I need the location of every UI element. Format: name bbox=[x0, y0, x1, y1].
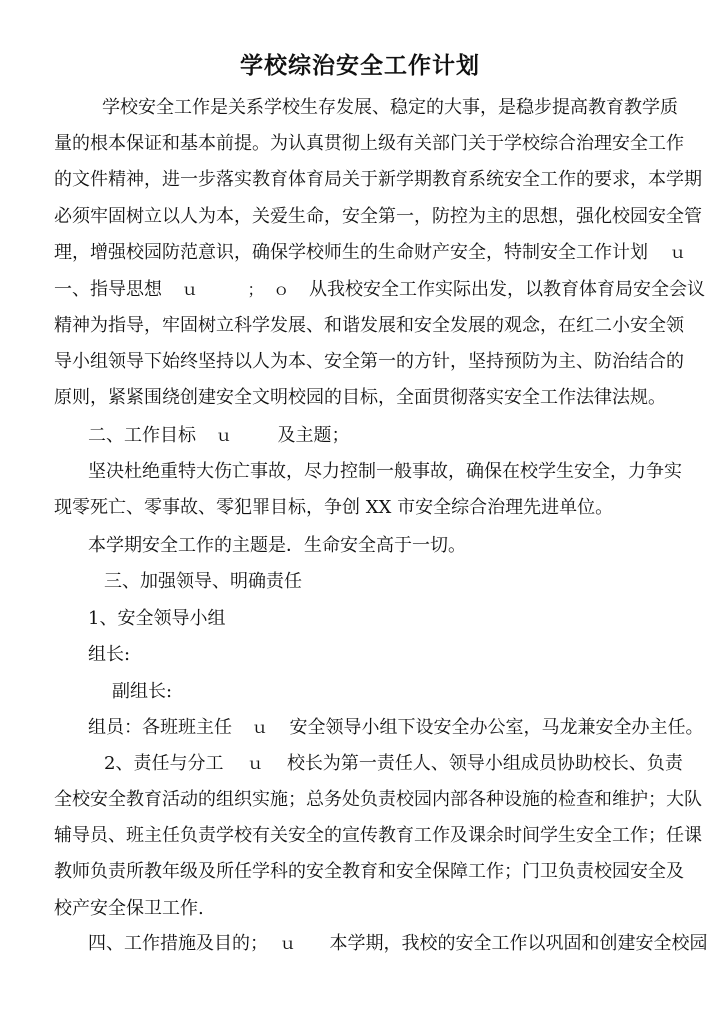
subsection-heading: 2、责任与分工 bbox=[104, 753, 224, 774]
symbol-mark: ｏ bbox=[273, 280, 290, 299]
section-heading: 三、加强领导、明确责任 bbox=[104, 571, 302, 592]
paragraph-text: 本学期，我校的安全工作以巩固和创建安全校园 bbox=[329, 933, 708, 954]
paragraph-text: 校长为第一责任人、领导小组成员协助校长、负责 bbox=[286, 753, 683, 774]
paragraph-line: 现零死亡、零事故、零犯罪目标，争创 XX 市安全综合治理先进单位。 bbox=[54, 497, 614, 518]
heading-line bbox=[54, 278, 705, 302]
symbol-mark: ｕ bbox=[247, 754, 264, 773]
paragraph-line: 量的根本保证和基本前提。为认真贯彻上级有关部门关于学校综合治理安全工作 bbox=[54, 133, 684, 154]
section-heading: 一、指导思想 bbox=[54, 279, 162, 300]
paragraph-text: 组员：各班班主任 bbox=[88, 717, 232, 738]
symbol-mark: ｕ bbox=[181, 280, 198, 299]
paragraph-line: 坚决杜绝重特大伤亡事故，尽力控制一般事故，确保在校学生安全，力争实 bbox=[88, 461, 682, 482]
section-heading: 二、工作目标 bbox=[88, 425, 196, 446]
subsection-heading: 1、安全领导小组 bbox=[88, 608, 226, 629]
paragraph-line: 教师负责所教年级及所任学科的安全教育和安全保障工作；门卫负责校园安全及 bbox=[54, 861, 684, 882]
members-line bbox=[88, 716, 703, 740]
symbol-mark: ｕ bbox=[279, 934, 296, 953]
heading-line bbox=[104, 752, 683, 776]
paragraph-line: 原则，紧紧围绕创建安全文明校园的目标，全面贯彻落实安全工作法律法规。 bbox=[54, 387, 666, 408]
symbol-mark: ｕ bbox=[669, 243, 686, 262]
paragraph-line: 精神为指导，牢固树立科学发展、和谐发展和安全发展的观念，在红二小安全领 bbox=[54, 315, 684, 336]
heading-line bbox=[88, 424, 349, 448]
paragraph-line: 导小组领导下始终坚持以人为本、安全第一的方针，坚持预防为主、防治结合的 bbox=[54, 351, 684, 372]
paragraph-text: 理，增强校园防范意识，确保学校师生的生命财产安全，特制安全工作计划 bbox=[54, 242, 648, 263]
paragraph-text: 从我校安全工作实际出发，以教育体育局安全会议 bbox=[308, 279, 705, 300]
paragraph-line: 学校安全工作是关系学校生存发展、稳定的大事，是稳步提高教育教学质 bbox=[102, 97, 678, 118]
paragraph-line: 必须牢固树立以人为本，关爱生命，安全第一，防控为主的思想，强化校园安全管 bbox=[54, 206, 702, 227]
deputy-line: 副组长: bbox=[112, 681, 173, 702]
paragraph-line: 全校安全教育活动的组织实施；总务处负责校园内部各种设施的检查和维护；大队 bbox=[54, 789, 702, 810]
paragraph-line: 本学期安全工作的主题是．生命安全高于一切。 bbox=[88, 535, 466, 556]
paragraph-line bbox=[54, 241, 686, 265]
paragraph-line: 的文件精神，进一步落实教育体育局关于新学期教育系统安全工作的要求，本学期 bbox=[54, 169, 702, 190]
leader-line: 组长: bbox=[88, 644, 131, 665]
heading-line bbox=[88, 932, 707, 956]
paragraph-text: 及主题； bbox=[277, 425, 350, 446]
symbol-mark: ； bbox=[247, 280, 264, 299]
symbol-mark: ｕ bbox=[215, 426, 232, 445]
section-heading: 四、工作措施及目的； bbox=[88, 933, 268, 954]
page-title: 学校综治安全工作计划 bbox=[240, 53, 480, 79]
paragraph-text: 安全领导小组下设安全办公室，马龙兼安全办主任。 bbox=[289, 717, 704, 738]
paragraph-line: 校产安全保卫工作. bbox=[54, 898, 204, 919]
symbol-mark: ｕ bbox=[251, 718, 268, 737]
paragraph-line: 辅导员、班主任负责学校有关安全的宣传教育工作及课余时间学生安全工作；任课 bbox=[54, 825, 702, 846]
